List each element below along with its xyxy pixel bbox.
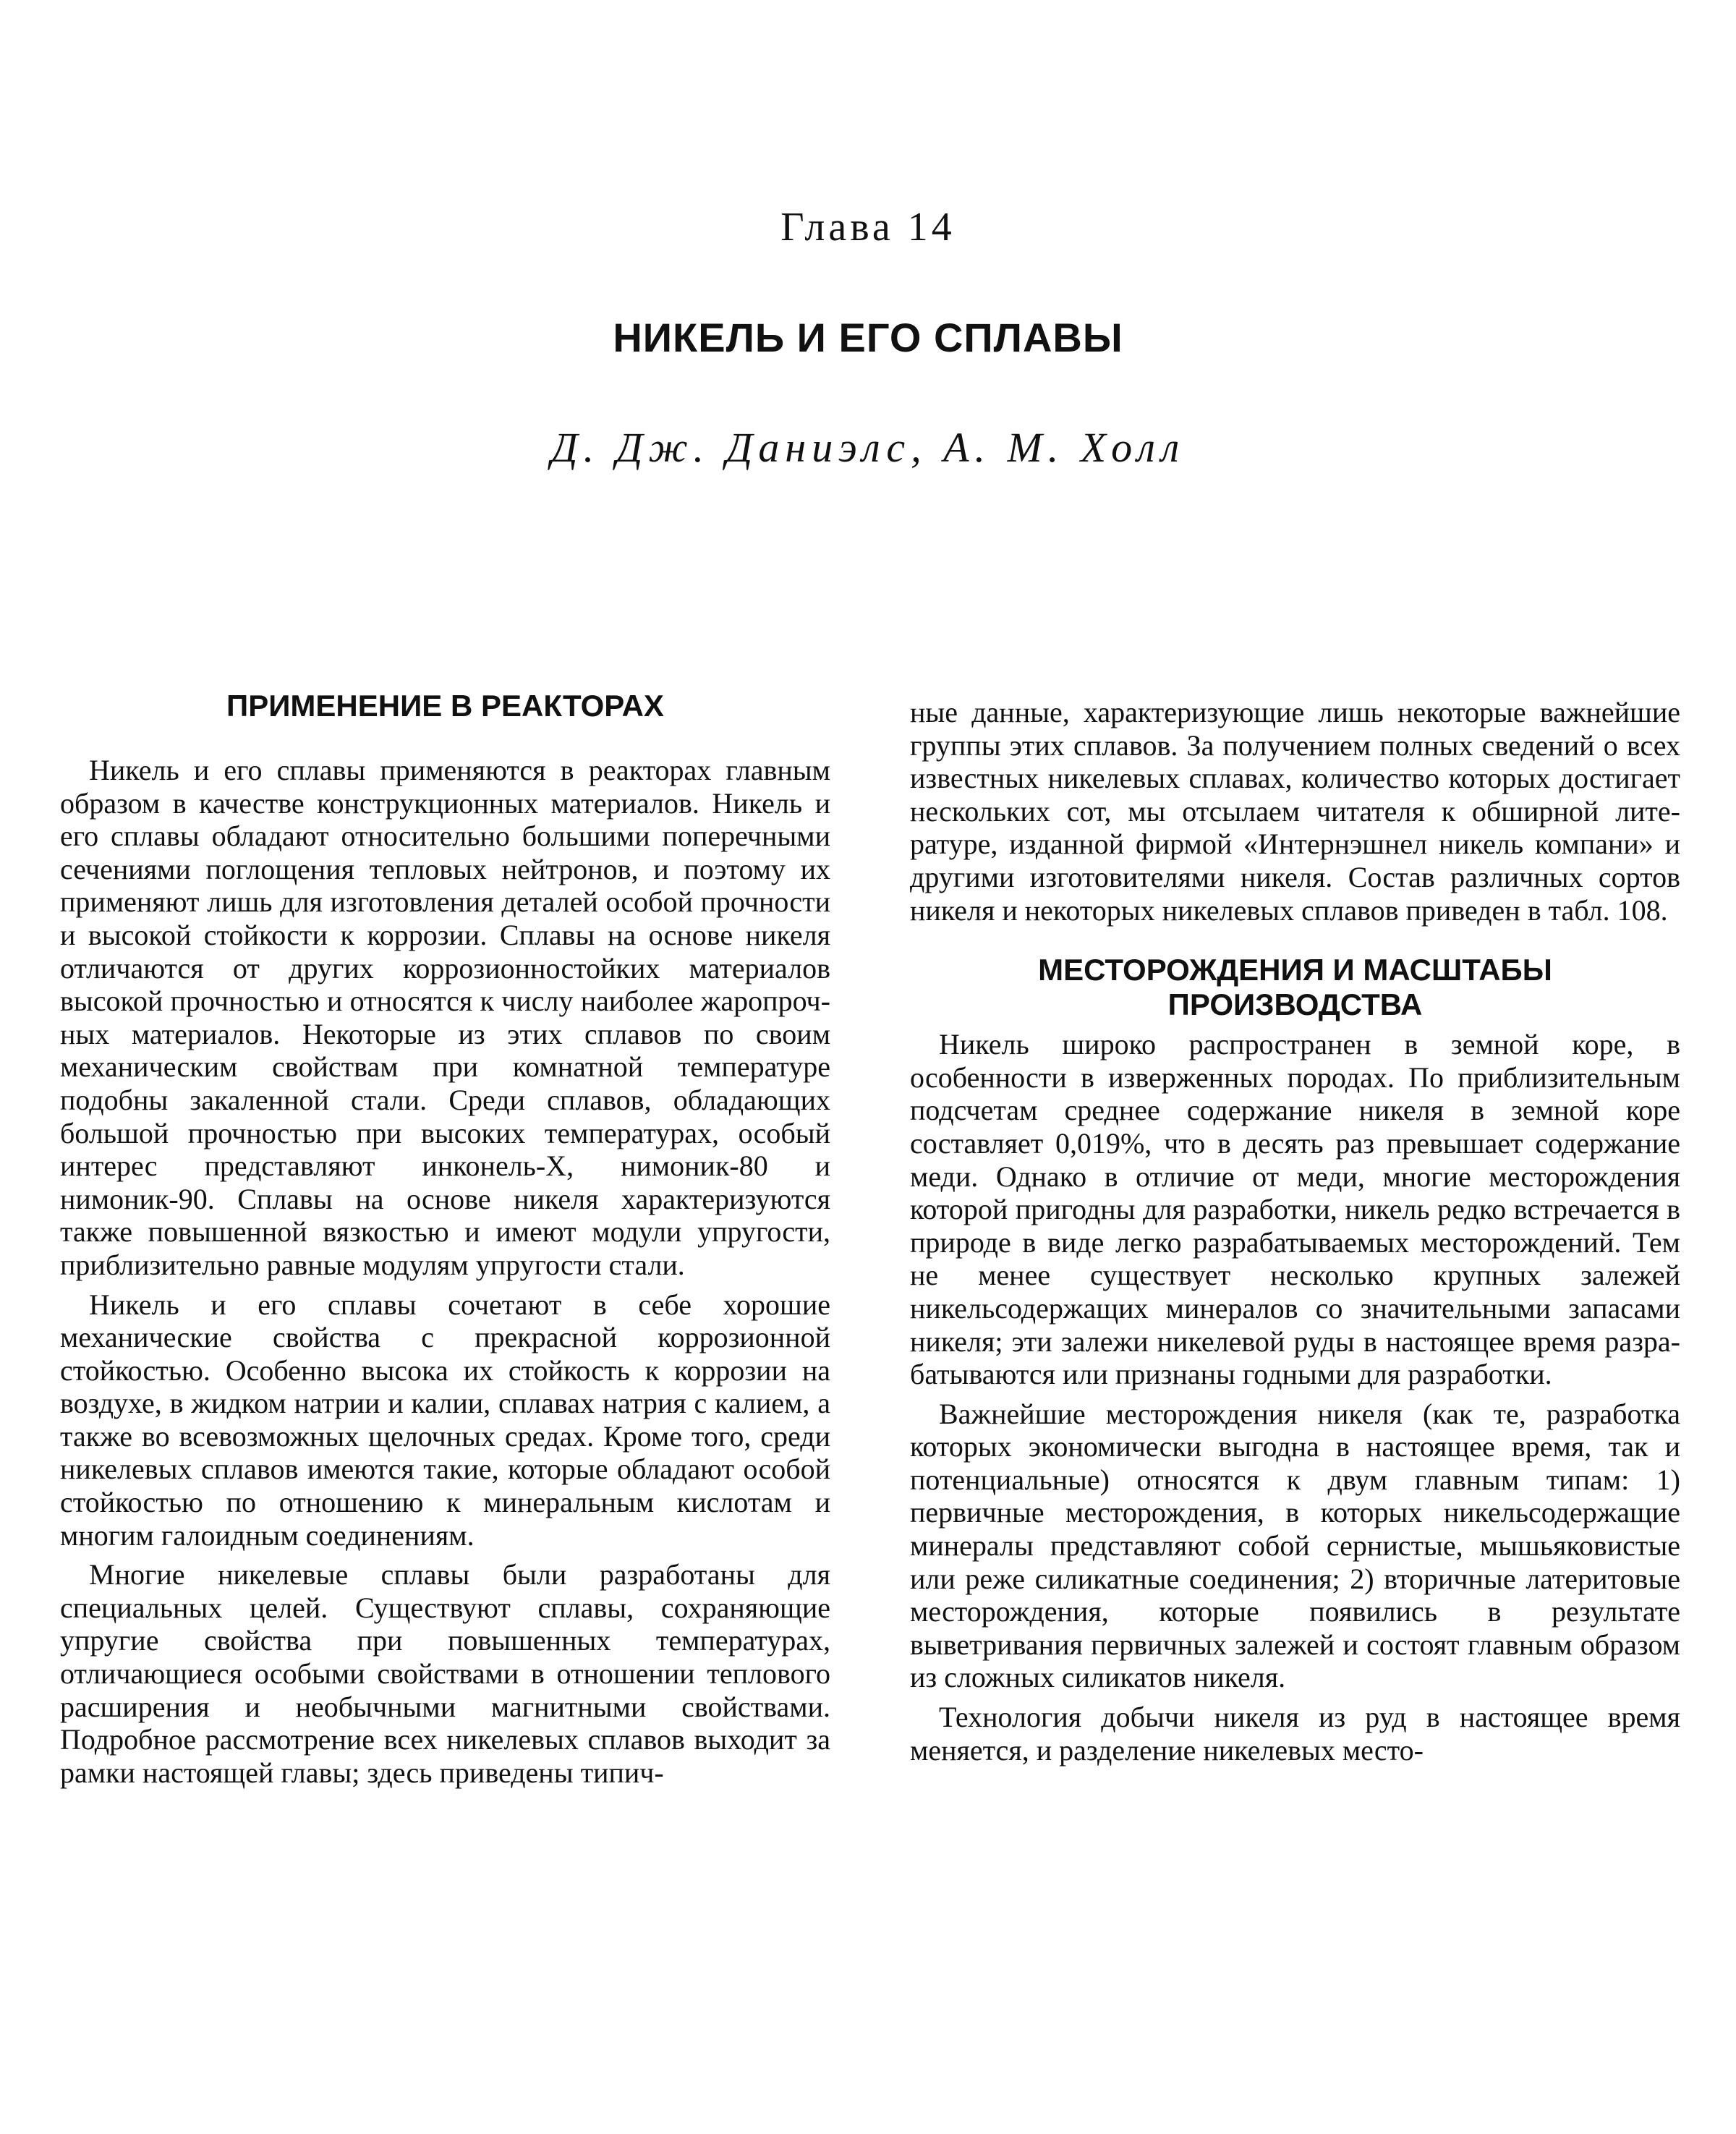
paragraph: Многие никелевые сплавы были разработаны для специальных целей. Существуют сплавы, сохраняющие упругие свойства при повышенных температурах, отличающиеся особыми свойствами в отношении теплового расширения и необычными магнитными свойствами. Подробное рассмотрение всех никелевых сплавов выходит за рамки настоящей главы; здесь приведены типич- (60, 1558, 830, 1789)
paragraph: Никель широко распространен в земной коре, в особенности в изверженных породах. По приблизительным подсчетам среднее содержание никеля в земной коре составляет 0,019%, что в десять раз превышает содержание меди. Однако в отличие от меди, многие месторождения которой пригодны для разработки, никель редко встречается в природе в виде легко разрабатываемых месторождений. Тем не менее существует несколько крупных залежей никельсодержащих минералов со значительными запасами никеля; эти залежи никелевой руды в настоящее время разрабатываются или признаны годными для разработки. (910, 1028, 1680, 1391)
paragraph: Технология добычи никеля из руд в настоящее время меняется, и разделение никелевых место- (910, 1701, 1680, 1767)
paragraph: Никель и его сплавы сочетают в себе хорошие механические свойства с прекрасной коррозионной стойкостью. Особенно высока их стойкость к коррозии на воздухе, в жидком натрии и калии, сплавах натрия с калием, а также во всевозможных щелочных средах. Кроме того, среди никелевых сплавов имеются такие, которые обладают особой стойкостью по отношению к минеральным кислотам и многим галоидным соединениям. (60, 1288, 830, 1552)
left-column (60, 689, 830, 1789)
chapter-title: НИКЕЛЬ И ЕГО СПЛАВЫ (613, 315, 1123, 360)
right-column (910, 696, 1680, 1767)
paragraph-continuation: ные данные, характеризующие лишь некоторые важнейшие группы этих сплавов. За получением полных сведений о всех известных никелевых сплавах, количество которых достигает нескольких сот, мы отсылаем читателя к обширной литературе, изданной фирмой «Интернэшнел никель компани» и другими изготовителями никеля. Состав различных сортов никеля и некоторых никелевых сплавов приведен в табл. 108. (910, 696, 1680, 927)
paragraph: Никель и его сплавы применяются в реакторах главным образом в качестве конструкционных материалов. Никель и его сплавы обладают относительно большими поперечными сечениями поглощения тепловых нейтронов, и поэтому их применяют лишь для изготовления деталей особой прочности и высокой стойкости к коррозии. Сплавы на основе никеля отличаются от других коррозионностойких материалов высокой прочностью и относятся к числу наиболее жаропрочных материалов. Некоторые из этих сплавов по своим механическим свойствам при комнатной температуре подобны закаленной стали. Среди сплавов, обладающих большой прочностью при высоких температурах, особый интерес представляют инконель-Х, нимоник-80 и нимоник-90. Сплавы на основе никеля характеризуются также повышенной вязкостью и имеют модули упругости, приблизительно равные модулям упругости стали. (60, 754, 830, 1281)
chapter-label: Глава 14 (780, 205, 956, 250)
paragraph: Важнейшие месторождения никеля (как те, разработка которых экономически выгодна в настоящее время, так и потенциальные) относятся к двум главным типам: 1) первичные месторождения, в которых никельсодержащие минералы представляют собой сернистые, мышьяковистые или реже силикатные соединения; 2) вторичные латеритовые месторождения, которые появились в результате выветривания первичных залежей и состоят главным образом из сложных силикатов никеля. (910, 1397, 1680, 1694)
section-heading-reactor-use: ПРИМЕНЕНИЕ В РЕАКТОРАХ (226, 689, 664, 723)
section-heading-deposits: МЕСТОРОЖДЕНИЯ И МАСШТАБЫ ПРОИЗВОДСТВА (1038, 953, 1552, 1022)
chapter-authors: Д. Дж. Даниэлс, А. М. Холл (550, 424, 1186, 471)
